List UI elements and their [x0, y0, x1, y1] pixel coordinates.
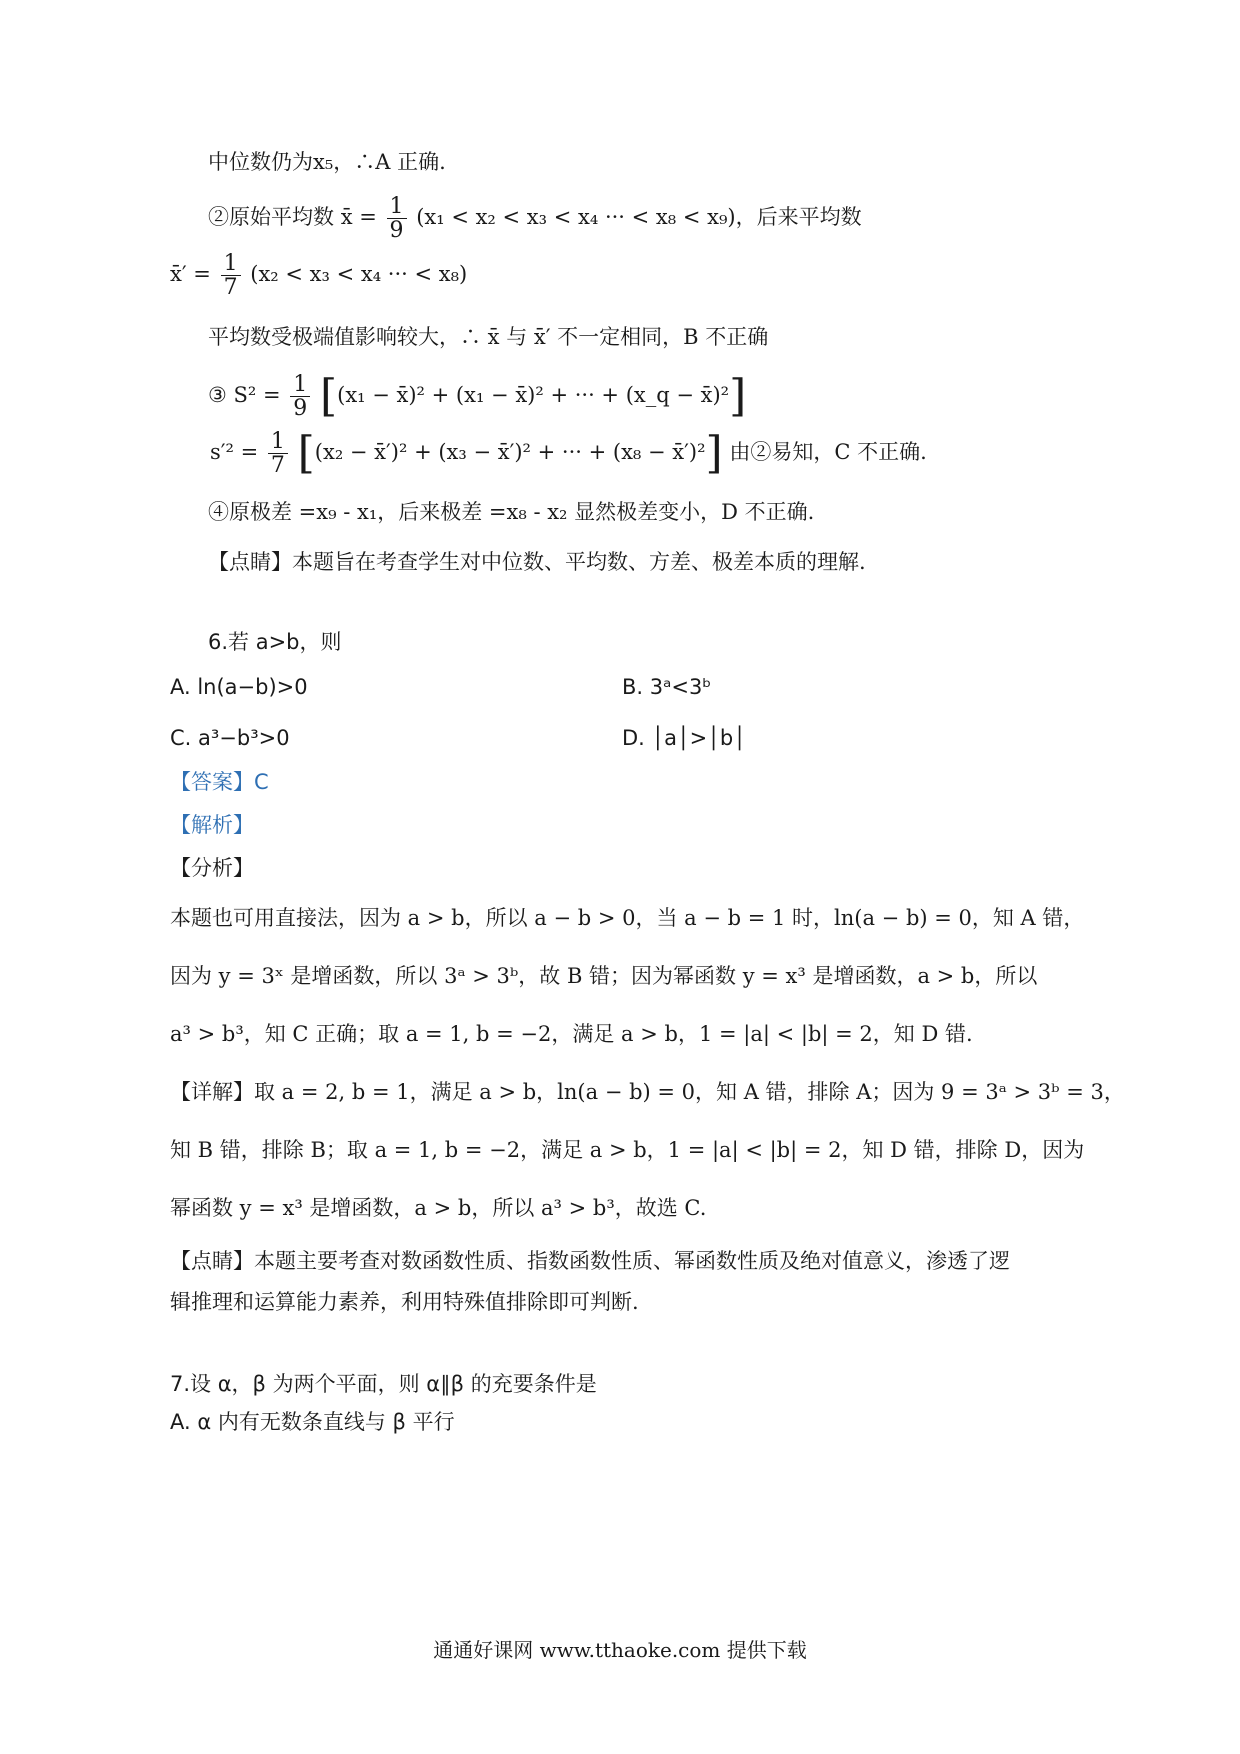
page-footer: 通通好课网 www.tthaoke.com 提供下载 [433, 1638, 807, 1662]
question-6: 6.若 a>b，则 [208, 630, 342, 654]
text-line: 知 B 错，排除 B；取 a = 1, b = −2，满足 a > b，1 = |a| < |b| = 2，知 D 错，排除 D，因为 [170, 1138, 1085, 1162]
new-variance-formula-line: s′² = $\frac{1}{7}$ [(x₂ − x̄′)² + (x₃ − x̄′)² + ··· + (x₈ − x̄′)²] 由②易知，C 不正确. [210, 427, 927, 479]
text-line: 幂函数 y = x³ 是增函数，a > b，所以 a³ > b³，故选 C. [170, 1196, 707, 1220]
option-a: A. ln(a−b)>0 [170, 675, 308, 699]
fraction: $\frac{1}{7}$ [268, 430, 288, 477]
option-c: C. a³−b³>0 [170, 726, 290, 750]
analysis-heading: 【分析】 [170, 856, 254, 880]
variance-formula-line: ③ S² = $\frac{1}{9}$ [(x₁ − x̄)² + (x₁ − x̄)² + ··· + (x_q − x̄)²] [208, 370, 747, 422]
text-line: 因为 y = 3ˣ 是增函数，所以 3ᵃ > 3ᵇ，故 B 错；因为幂函数 y = x³ 是增函数，a > b，所以 [170, 964, 1038, 988]
question-7: 7.设 α，β 为两个平面，则 α∥β 的充要条件是 [170, 1372, 597, 1396]
text-line: a³ > b³，知 C 正确；取 a = 1, b = −2，满足 a > b，1 = |a| < |b| = 2，知 D 错. [170, 1022, 973, 1046]
text-line: 本题也可用直接法，因为 a > b，所以 a − b > 0，当 a − b = 1 时，ln(a − b) = 0，知 A 错， [170, 906, 1085, 930]
new-mean-formula-line: x̄′ = $\frac{1}{7}$ (x₂ < x₃ < x₄ ··· < x₈) [170, 251, 468, 301]
fraction: $\frac{1}{9}$ [387, 195, 407, 242]
text-line: 辑推理和运算能力素养，利用特殊值排除即可判断. [170, 1290, 639, 1314]
text-line: 中位数仍为x₅，∴A 正确. [208, 150, 446, 174]
fraction: $\frac{1}{7}$ [221, 252, 241, 299]
question-7-option-a: A. α 内有无数条直线与 β 平行 [170, 1410, 455, 1434]
mean-symbol: x̄ = [340, 205, 377, 230]
text-line: ④原极差 =x₉ - x₁，后来极差 =x₈ - x₂ 显然极差变小，D 不正确. [208, 500, 815, 524]
mean-formula-line: ②原始平均数 x̄ = $\frac{1}{9}$ (x₁ < x₂ < x₃ < x₄ ··· < x₈ < x₉)，后来平均数 [208, 194, 862, 244]
option-d: D. │a│>│b│ [622, 726, 746, 750]
text-line: 【点睛】本题主要考查对数函数性质、指数函数性质、幂函数性质及绝对值意义，渗透了逻 [170, 1249, 1010, 1273]
analysis-label: 【解析】 [170, 813, 254, 837]
answer-label: 【答案】C [170, 770, 269, 794]
text-line: 【详解】取 a = 2, b = 1，满足 a > b，ln(a − b) = 0，知 A 错，排除 A；因为 9 = 3ᵃ > 3ᵇ = 3， [170, 1080, 1125, 1104]
text-line: 【点睛】本题旨在考查学生对中位数、平均数、方差、极差本质的理解. [208, 550, 866, 574]
fraction: $\frac{1}{9}$ [290, 373, 310, 420]
text-line: 平均数受极端值影响较大，∴ x̄ 与 x̄′ 不一定相同，B 不正确 [208, 325, 769, 349]
option-b: B. 3ᵃ<3ᵇ [622, 675, 712, 699]
